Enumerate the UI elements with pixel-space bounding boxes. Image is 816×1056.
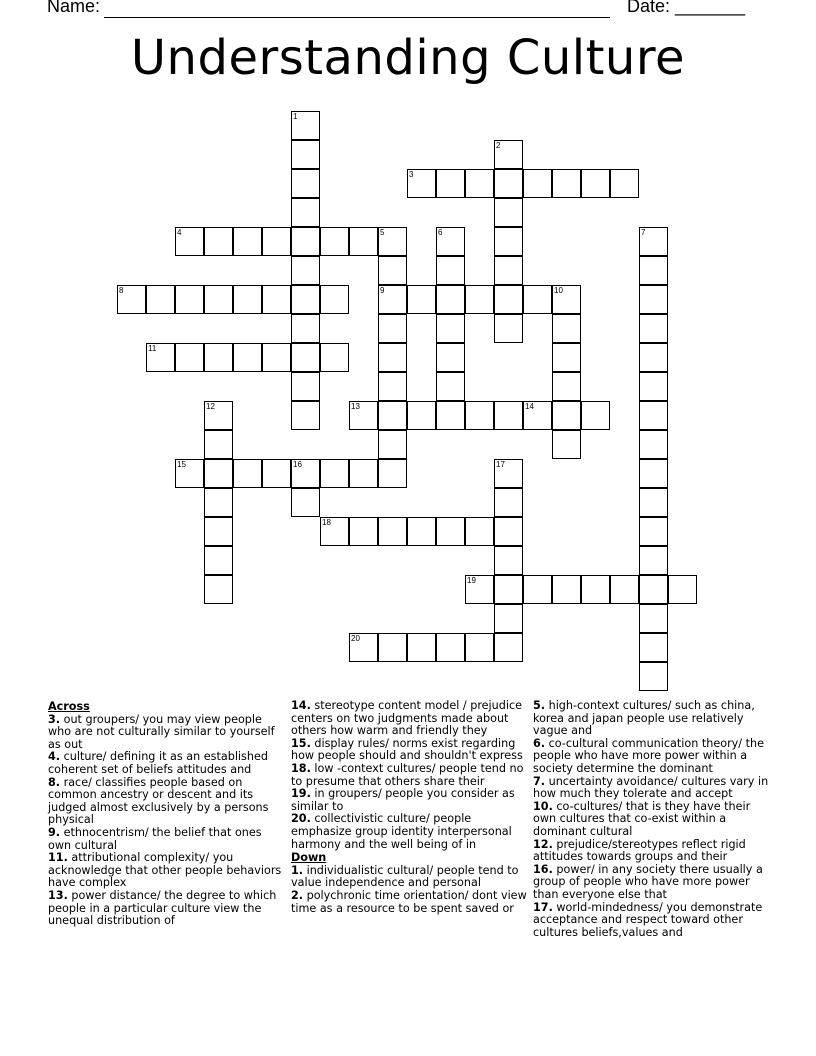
clue-text: ethnocentrism/ the belief that ones own cultural	[48, 825, 262, 852]
cell-number: 8	[119, 286, 124, 295]
crossword-cell[interactable]	[378, 430, 407, 459]
clue-item	[48, 890, 284, 928]
crossword-cell[interactable]	[523, 285, 552, 314]
crossword-cell[interactable]	[146, 285, 175, 314]
crossword-cell[interactable]	[465, 169, 494, 198]
crossword-cell[interactable]	[204, 343, 233, 372]
crossword-cell[interactable]	[581, 401, 610, 430]
crossword-cell[interactable]	[204, 227, 233, 256]
clue-number: 17.	[533, 900, 553, 914]
clue-item	[48, 852, 284, 890]
crossword-cell[interactable]	[494, 459, 523, 488]
crossword-cell[interactable]	[291, 285, 320, 314]
cell-number: 14	[525, 402, 534, 411]
clue-item	[533, 902, 769, 940]
crossword-cell[interactable]	[494, 517, 523, 546]
crossword-cell[interactable]	[639, 430, 668, 459]
crossword-cell[interactable]	[639, 546, 668, 575]
clue-number: 16.	[533, 862, 553, 876]
crossword-cell[interactable]	[436, 256, 465, 285]
crossword-cell[interactable]	[639, 459, 668, 488]
crossword-cell[interactable]	[639, 633, 668, 662]
crossword-cell[interactable]	[407, 517, 436, 546]
crossword-cell[interactable]	[204, 488, 233, 517]
cell-number: 2	[496, 141, 501, 150]
crossword-cell[interactable]	[320, 459, 349, 488]
crossword-cell[interactable]	[552, 575, 581, 604]
crossword-cell[interactable]	[291, 256, 320, 285]
crossword-cell[interactable]	[291, 198, 320, 227]
crossword-cell[interactable]	[494, 488, 523, 517]
clue-item	[533, 776, 769, 801]
crossword-cell[interactable]	[349, 459, 378, 488]
clue-item	[291, 890, 527, 915]
down-heading: Down	[291, 851, 327, 865]
crossword-cell[interactable]	[291, 459, 320, 488]
clue-item	[533, 738, 769, 776]
crossword-cell[interactable]	[639, 401, 668, 430]
clue-text: culture/ defining it as an established coherent set of beliefs attitudes and	[48, 750, 268, 776]
crossword-cell[interactable]	[378, 343, 407, 372]
clue-number: 19.	[291, 787, 311, 801]
crossword-cell[interactable]	[639, 517, 668, 546]
clue-text: world-mindedness/ you demonstrate acceptance and respect toward other cultures beliefs,values and	[533, 900, 763, 939]
crossword-cell[interactable]	[291, 111, 320, 140]
crossword-cell[interactable]	[552, 285, 581, 314]
crossword-cell[interactable]	[465, 575, 494, 604]
clue-number: 11.	[48, 851, 68, 865]
crossword-cell[interactable]	[204, 459, 233, 488]
crossword-cell[interactable]	[204, 430, 233, 459]
crossword-cell[interactable]	[146, 343, 175, 372]
clue-text: individualistic cultural/ people tend to value independence and personal	[291, 863, 519, 890]
clue-number: 18.	[291, 761, 311, 775]
clue-number: 5.	[533, 699, 546, 712]
crossword-cell[interactable]	[639, 575, 668, 604]
clue-text: in groupers/ people you consider as similar to	[291, 787, 515, 813]
crossword-cell[interactable]	[494, 285, 523, 314]
crossword-cell[interactable]	[349, 401, 378, 430]
clues-column-1	[48, 700, 284, 928]
clue-item	[48, 751, 284, 776]
crossword-cell[interactable]	[378, 285, 407, 314]
crossword-cell[interactable]	[639, 604, 668, 633]
crossword-cell[interactable]	[378, 401, 407, 430]
crossword-cell[interactable]	[668, 575, 697, 604]
crossword-cell[interactable]	[233, 227, 262, 256]
clue-number: 12.	[533, 837, 553, 851]
crossword-cell[interactable]	[349, 633, 378, 662]
clue-number: 2.	[291, 888, 304, 902]
crossword-cell[interactable]	[552, 401, 581, 430]
crossword-cell[interactable]	[639, 372, 668, 401]
crossword-cell[interactable]	[494, 575, 523, 604]
cell-number: 11	[148, 344, 157, 353]
cell-number: 16	[293, 460, 302, 469]
crossword-cell[interactable]	[436, 314, 465, 343]
crossword-cell[interactable]	[291, 401, 320, 430]
crossword-cell[interactable]	[494, 633, 523, 662]
clue-number: 10.	[533, 799, 553, 813]
clue-text: attributional complexity/ you acknowledge that other people behaviors have complex	[48, 851, 282, 890]
clue-text: collectivistic culture/ people emphasize group identity interpersonal harmony and the well being of in	[291, 812, 512, 851]
crossword-cell[interactable]	[639, 343, 668, 372]
crossword-cell[interactable]	[523, 401, 552, 430]
clue-number: 15.	[291, 736, 311, 750]
crossword-cell[interactable]	[639, 285, 668, 314]
clue-item	[533, 839, 769, 864]
crossword-cell[interactable]	[436, 169, 465, 198]
clue-text: out groupers/ you may view people who are not culturally similar to yourself as out	[48, 712, 275, 751]
crossword-cell[interactable]	[291, 140, 320, 169]
crossword-cell[interactable]	[320, 343, 349, 372]
cell-number: 6	[438, 228, 443, 237]
clue-number: 3.	[48, 712, 61, 726]
crossword-cell[interactable]	[523, 169, 552, 198]
crossword-cell[interactable]	[378, 459, 407, 488]
crossword-cell[interactable]	[291, 314, 320, 343]
crossword-cell[interactable]	[262, 343, 291, 372]
crossword-cell[interactable]	[175, 227, 204, 256]
clue-text: power distance/ the degree to which people in a particular culture view the unequal distribution of	[48, 888, 277, 928]
clue-item	[291, 865, 527, 890]
crossword-cell[interactable]	[378, 314, 407, 343]
crossword-cell[interactable]	[204, 401, 233, 430]
clue-number: 14.	[291, 699, 311, 712]
crossword-cell[interactable]	[494, 198, 523, 227]
cell-number: 15	[177, 460, 186, 469]
crossword-cell[interactable]	[552, 314, 581, 343]
crossword-cell[interactable]	[349, 227, 378, 256]
cell-number: 18	[322, 518, 331, 527]
crossword-cell[interactable]	[204, 285, 233, 314]
clue-list-across-2	[291, 700, 527, 851]
crossword-cell[interactable]	[204, 517, 233, 546]
clue-text: uncertainty avoidance/ cultures vary in how much they tolerate and accept	[533, 774, 769, 801]
crossword-cell[interactable]	[204, 546, 233, 575]
clue-text: co-cultural communication theory/ the people who have more power within a society determine the dominant	[533, 736, 764, 775]
clue-list-down-2	[533, 700, 769, 939]
cell-number: 4	[177, 228, 182, 237]
crossword-cell[interactable]	[639, 662, 668, 691]
clue-text: power/ in any society there usually a group of people who have more power than everyone else that	[533, 862, 763, 901]
crossword-cell[interactable]	[494, 256, 523, 285]
crossword-cell[interactable]	[581, 169, 610, 198]
crossword-cell[interactable]	[436, 401, 465, 430]
crossword-cell[interactable]	[639, 227, 668, 256]
clue-text: polychronic time orientation/ dont view time as a resource to be spent saved or	[291, 888, 527, 915]
crossword-cell[interactable]	[233, 459, 262, 488]
crossword-cell[interactable]	[175, 285, 204, 314]
crossword-cell[interactable]	[262, 227, 291, 256]
crossword-cell[interactable]	[465, 401, 494, 430]
clue-text: race/ classifies people based on common ancestry or descent and its judged almost exclusively by a persons physical	[48, 775, 269, 827]
crossword-cell[interactable]	[494, 140, 523, 169]
crossword-cell[interactable]	[175, 459, 204, 488]
crossword-cell[interactable]	[581, 575, 610, 604]
clue-number: 9.	[48, 825, 61, 839]
clue-item	[48, 827, 284, 852]
date-label: Date: _______	[627, 0, 746, 16]
cell-number: 7	[641, 228, 646, 237]
crossword-cell[interactable]	[523, 575, 552, 604]
cell-number: 5	[380, 228, 385, 237]
page-title: Understanding Culture	[130, 30, 686, 86]
crossword-cell[interactable]	[291, 488, 320, 517]
crossword-cell[interactable]	[204, 575, 233, 604]
crossword-cell[interactable]	[494, 546, 523, 575]
clues-column-3	[533, 700, 769, 939]
crossword-cell[interactable]	[494, 169, 523, 198]
cell-number: 13	[351, 402, 360, 411]
clue-number: 7.	[533, 774, 546, 788]
crossword-cell[interactable]	[639, 314, 668, 343]
clue-text: prejudice/stereotypes reflect rigid attitudes towards groups and their	[533, 837, 746, 864]
clue-number: 20.	[291, 812, 311, 826]
clue-text: stereotype content model / prejudice centers on two judgments made about others how warm and friendly they	[291, 699, 522, 738]
crossword-cell[interactable]	[378, 372, 407, 401]
crossword-cell[interactable]	[291, 343, 320, 372]
clue-number: 6.	[533, 736, 546, 750]
cell-number: 12	[206, 402, 215, 411]
crossword-cell[interactable]	[436, 285, 465, 314]
crossword-cell[interactable]	[378, 517, 407, 546]
clue-number: 4.	[48, 750, 61, 764]
crossword-cell[interactable]	[494, 401, 523, 430]
crossword-cell[interactable]	[407, 401, 436, 430]
crossword-cell[interactable]	[407, 285, 436, 314]
clue-item	[533, 801, 769, 839]
crossword-cell[interactable]	[552, 430, 581, 459]
clue-number: 13.	[48, 888, 68, 902]
clue-text: display rules/ norms exist regarding how people should and shouldn't express	[291, 736, 523, 763]
clue-number: 8.	[48, 775, 61, 789]
clues-column-2	[291, 700, 527, 915]
crossword-cell[interactable]	[349, 517, 378, 546]
crossword-cell[interactable]	[436, 633, 465, 662]
name-label: Name:	[47, 0, 101, 16]
cell-number: 9	[380, 286, 385, 295]
crossword-cell[interactable]	[320, 517, 349, 546]
clue-number: 1.	[291, 863, 304, 877]
crossword-cell[interactable]	[262, 459, 291, 488]
crossword-cell[interactable]	[378, 256, 407, 285]
clue-text: co-cultures/ that is they have their own cultures that co-exist within a dominant cultural	[533, 799, 751, 838]
crossword-cell[interactable]	[610, 575, 639, 604]
clue-item	[48, 714, 284, 752]
clue-item	[291, 813, 527, 851]
clue-text: low -context cultures/ people tend no to presume that others share their	[291, 761, 524, 788]
clue-item	[48, 777, 284, 827]
cell-number: 1	[293, 112, 298, 121]
crossword-cell[interactable]	[639, 488, 668, 517]
crossword-cell[interactable]	[610, 169, 639, 198]
crossword-cell[interactable]	[494, 604, 523, 633]
crossword-cell[interactable]	[465, 633, 494, 662]
crossword-cell[interactable]	[465, 285, 494, 314]
clue-item	[291, 738, 527, 763]
crossword-cell[interactable]	[117, 285, 146, 314]
cell-number: 19	[467, 576, 476, 585]
crossword-cell[interactable]	[436, 517, 465, 546]
crossword-cell[interactable]	[320, 227, 349, 256]
crossword-cell[interactable]	[552, 169, 581, 198]
crossword-cell[interactable]	[233, 343, 262, 372]
crossword-cell[interactable]	[494, 314, 523, 343]
crossword-cell[interactable]	[291, 372, 320, 401]
crossword-cell[interactable]	[407, 633, 436, 662]
clue-item	[291, 788, 527, 813]
clue-item	[291, 700, 527, 738]
crossword-cell[interactable]	[436, 343, 465, 372]
crossword-cell[interactable]	[378, 227, 407, 256]
crossword-cell[interactable]	[436, 372, 465, 401]
clue-item	[533, 864, 769, 902]
crossword-cell[interactable]	[291, 227, 320, 256]
clue-list-across-1	[48, 714, 284, 928]
crossword-cell[interactable]	[291, 169, 320, 198]
crossword-cell[interactable]	[639, 256, 668, 285]
clue-item	[533, 700, 769, 738]
crossword-cell[interactable]	[436, 227, 465, 256]
cell-number: 3	[409, 170, 414, 179]
crossword-cell[interactable]	[465, 517, 494, 546]
crossword-cell[interactable]	[378, 633, 407, 662]
cell-number: 20	[351, 634, 360, 643]
across-heading: Across	[48, 700, 90, 713]
clue-item	[291, 763, 527, 788]
crossword-cell[interactable]	[233, 285, 262, 314]
crossword-cell[interactable]	[262, 285, 291, 314]
cell-number: 10	[554, 286, 563, 295]
crossword-cell[interactable]	[494, 227, 523, 256]
crossword-cell[interactable]	[552, 372, 581, 401]
crossword-cell[interactable]	[175, 343, 204, 372]
crossword-cell[interactable]	[552, 343, 581, 372]
clue-list-down-1	[291, 865, 527, 915]
crossword-cell[interactable]	[320, 285, 349, 314]
clue-text: high-context cultures/ such as china, korea and japan people use relatively vague and	[533, 699, 755, 738]
crossword-cell[interactable]	[407, 169, 436, 198]
cell-number: 17	[496, 460, 505, 469]
